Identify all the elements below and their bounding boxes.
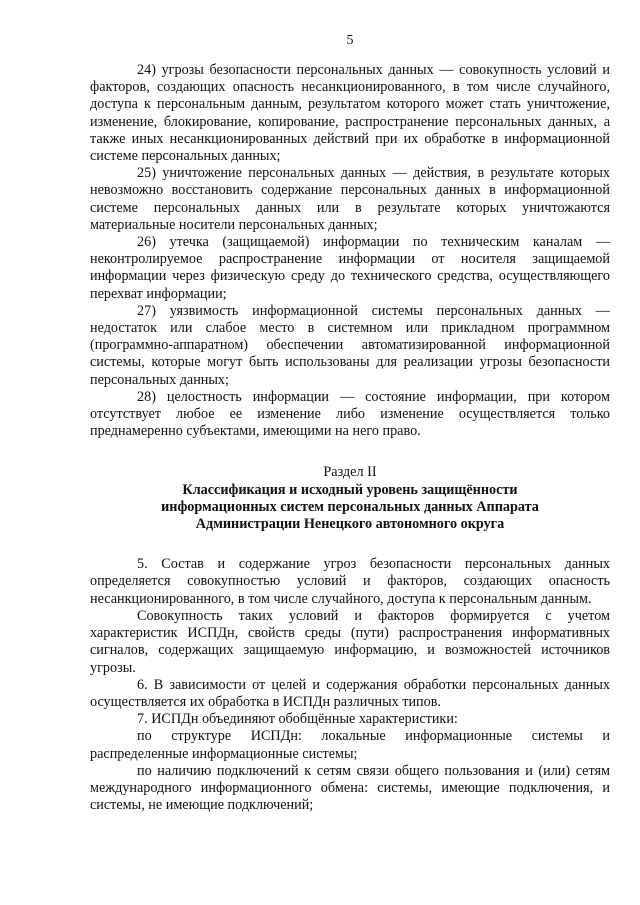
section-heading	[90, 464, 610, 533]
section-label: Раздел II	[323, 464, 377, 481]
paragraph-conditions: Совокупность таких условий и факторов формируется с учетом характеристик ИСПДн, свойств среды (пути) распространения информативных сигналов, содержащих защищаемую информацию, и возможностей источников угрозы.	[90, 607, 610, 676]
paragraph-6: 6. В зависимости от целей и содержания обработки персональных данных осуществляется их обработка в ИСПДн различных типов.	[90, 676, 610, 710]
definition-24: 24) угрозы безопасности персональных данных — совокупность условий и факторов, создающих опасность несанкционированного, в том числе случайного, доступа к персональным данным, результатом которого может стать уничтожение, изменение, блокирование, копирование, распространение персональных данных, а также иных несанкционированных действий при их обработке в информационной системе персональных данных;	[90, 62, 610, 165]
paragraph-structure: по структуре ИСПДн: локальные информационные системы и распределенные информационные системы;	[90, 728, 610, 762]
paragraph-5: 5. Состав и содержание угроз безопасности персональных данных определяется совокупностью условий и факторов, создающих опасность несанкционированного, в том числе случайного, доступа к персональным данным.	[90, 556, 610, 607]
paragraph-7: 7. ИСПДн объединяют обобщённые характеристики:	[137, 711, 458, 728]
definition-28: 28) целостность информации — состояние информации, при котором отсутствует любое ее изменение либо изменение осуществляется только преднамеренно субъектами, имеющими на него право.	[90, 388, 610, 440]
document-body	[90, 62, 610, 814]
definition-27: 27) уязвимость информационной системы персональных данных — недостаток или слабое место в системном или прикладном программном (программно-аппаратном) обеспечении автоматизированной информационной системы, которые могут быть использованы для реализации угрозы безопасности персональных данных;	[90, 302, 610, 388]
document-page	[90, 0, 610, 905]
section-title: Классификация и исходный уровень защищённости информационных систем персональных данных Аппарата Администрации Ненецкого автономного округа	[161, 481, 539, 533]
paragraph-connections: по наличию подключений к сетям связи общего пользования и (или) сетям международного информационного обмена: системы, имеющие подключения, и системы, не имеющие подключений;	[90, 762, 610, 814]
page-number: 5	[346, 33, 354, 48]
definition-26: 26) утечка (защищаемой) информации по техническим каналам — неконтролируемое распространение информации от носителя защищаемой информации через физическую среду до технического средства, осуществляющего перехват информации;	[90, 234, 610, 302]
definition-25: 25) уничтожение персональных данных — действия, в результате которых невозможно восстановить содержание персональных данных в информационной системе персональных данных или в результате которых уничтожаются материальные носители персональных данных;	[90, 165, 610, 233]
